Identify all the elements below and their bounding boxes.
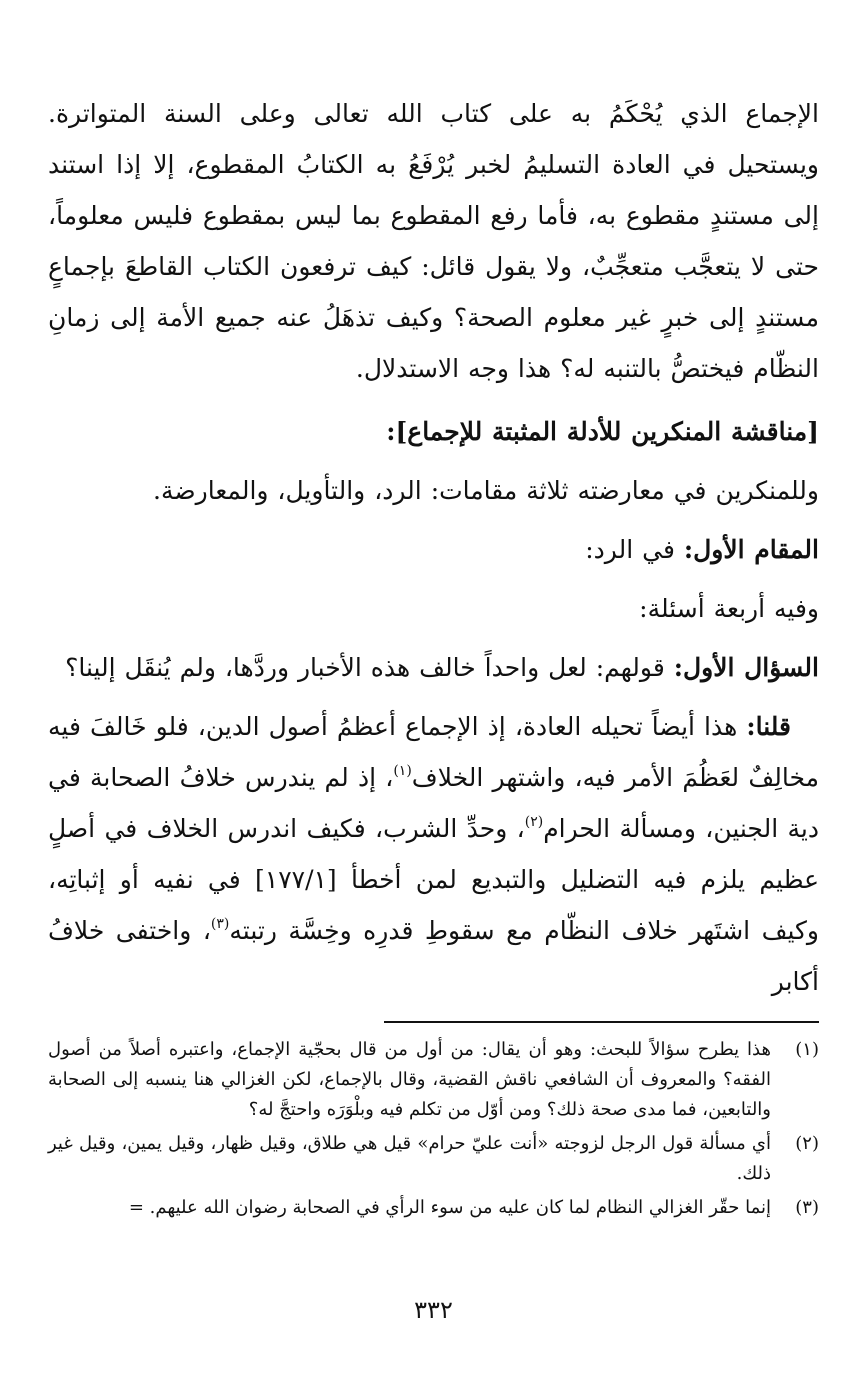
section-heading: [مناقشة المنكرين للأدلة المثبتة للإجماع]: <box>386 417 819 446</box>
answer-paragraph <box>48 701 819 1007</box>
answer-text-part-2: ، إذ لم يندرس خلافُ الصحابة في دية الجنين، ومسألة الحرام <box>48 763 819 843</box>
objection-intro-paragraph: وللمنكرين في معارضته ثلاثة مقامات: الرد، والتأويل، والمعارضة. <box>153 476 819 505</box>
footnote-ref-3[interactable]: (٣) <box>210 915 230 932</box>
footnote-item <box>48 1193 819 1223</box>
answer-text-part-1: هذا أيضاً تحيله العادة، إذ الإجماع أعظمُ أصول الدين، فلو خَالفَ فيه مخالِفٌ لعَظُمَ الأمر فيه، واشتهر الخلاف <box>48 712 820 792</box>
footnotes-list <box>48 1035 819 1223</box>
answer-text-part-4: ، واختفى خلافُ أكابر <box>48 916 819 996</box>
footnote-number: (٣) <box>795 1197 819 1218</box>
footnote-ref-1[interactable]: (١) <box>393 762 412 779</box>
question-one-label: السؤال الأول: <box>673 653 819 682</box>
footnote-number: (٢) <box>795 1133 819 1154</box>
intro-paragraph: الإجماع الذي يُحْكَمُ به على كتاب الله تعالى وعلى السنة المتواترة. ويستحيل في العادة التسليمُ لخبر يُرْفَعُ به الكتابُ المقطوع، إلا إذا استند إلى مستندٍ مقطوع به، فأما رفع المقطوع بما ليس بمقطوع فليس معلوماً، حتى لا يتعجَّب متعجِّبٌ، ولا يقول قائل: كيف ترفعون الكتاب القاطعَ بإجماعٍ مستندٍ إلى خبرٍ غير معلوم الصحة؟ وكيف تذهَلُ عنه جميع الأمة إلى زمانِ النظّام فيختصُّ بالتنبه له؟ هذا وجه الاستدلال. <box>48 99 819 383</box>
question-one-text: قولهم: لعل واحداً خالف هذه الأخبار وردَّها، ولم يُنقَل إلينا؟ <box>65 653 674 682</box>
answer-text-part-3: ، وحدِّ الشرب، فكيف اندرس الخلاف في أصلٍ عظيم يلزم فيه التضليل والتبديع لمن أخطأ [١٧٧/١] في نفيه أو إثباتِه، وكيف اشتَهر خلاف النظّام مع سقوطِ قدرِه وخِسَّة رتبته <box>48 814 819 945</box>
station-one-label: المقام الأول: <box>683 535 819 564</box>
answer-label: قلنا: <box>746 712 791 741</box>
question-one-paragraph <box>48 642 819 693</box>
footnote-text: هذا يطرح سؤالاً للبحث: وهو أن يقال: من أول من قال بحجّية الإجماع، واعتبره أصلاً من أصول الفقه؟ والمعروف أن الشافعي ناقش القضية، وقال بالإجماع، لكن الغزالي هنا ينسبه إلى الصحابة والتابعين، فما مدى صحة ذلك؟ ومن أوّل من تكلم فيه وبلْوَرَه واحتجَّ له؟ <box>48 1039 771 1120</box>
questions-intro-paragraph: وفيه أربعة أسئلة: <box>639 594 819 623</box>
page-number: ٣٣٢ <box>414 1296 453 1324</box>
footnote-item <box>48 1035 819 1125</box>
footnote-item <box>48 1129 819 1189</box>
footnote-divider <box>384 1021 819 1023</box>
footnote-text: إنما حقّر الغزالي النظام لما كان عليه من سوء الرأي في الصحابة رضوان الله عليهم. = <box>128 1197 771 1218</box>
footnote-text: أي مسألة قول الرجل لزوجته «أنت عليّ حرام» قيل هي طلاق، وقيل ظهار، وقيل يمين، وقيل غير ذلك. <box>48 1133 771 1184</box>
footnote-ref-2[interactable]: (٢) <box>524 813 544 830</box>
station-one-text: في الرد: <box>585 535 684 564</box>
station-one-paragraph <box>48 524 819 575</box>
footnote-number: (١) <box>795 1039 819 1060</box>
